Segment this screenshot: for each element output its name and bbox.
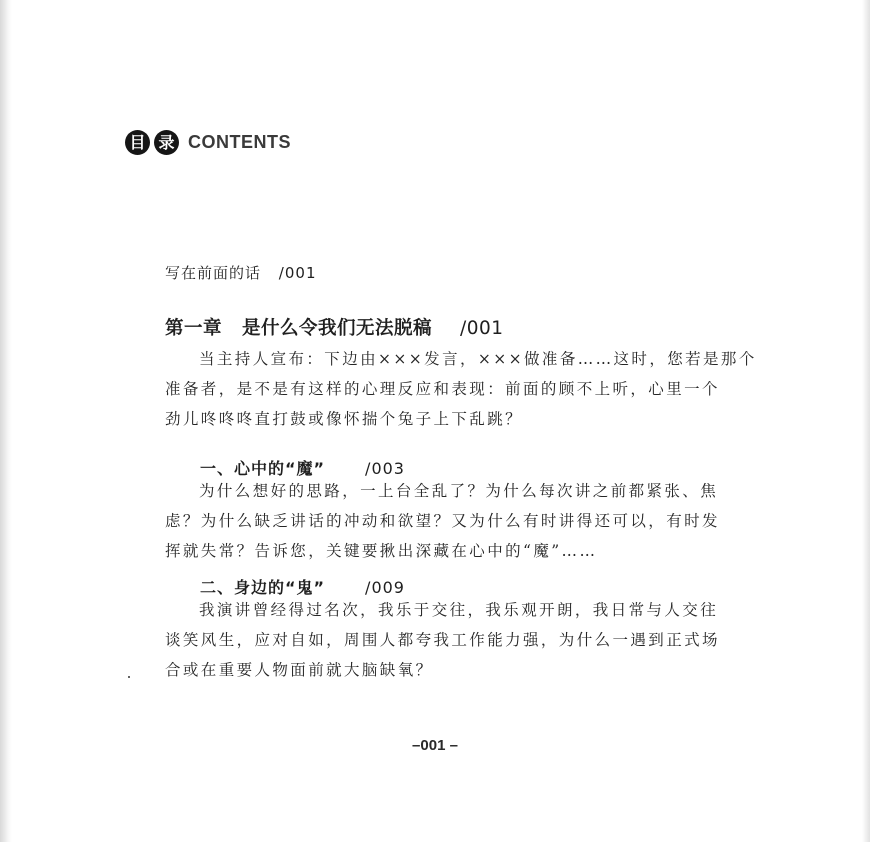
mu-circle-badge: 目 (125, 130, 150, 155)
summary-line: 准备者，是不是有这样的心理反应和表现：前面的顾不上听，心里一个 (165, 380, 720, 398)
scan-speck (128, 676, 130, 678)
summary-line: 谈笑风生，应对自如，周围人都夸我工作能力强，为什么一遇到正式场 (165, 631, 720, 649)
chapter-title: 是什么令我们无法脱稿 (242, 318, 433, 339)
summary-line: 劲儿咚咚咚直打鼓或像怀揣个兔子上下乱跳？ (165, 410, 524, 428)
chapter-label: 第一章 (165, 318, 223, 339)
scan-shadow-right (862, 0, 870, 842)
toc-header (125, 130, 291, 155)
lu-circle-badge: 录 (154, 130, 179, 155)
chapter-page: /001 (460, 318, 504, 339)
summary-line: 为什么想好的思路，一上台全乱了？为什么每次讲之前都紧张、焦 (199, 482, 719, 500)
summary-line: 虑？为什么缺乏讲话的冲动和欲望？又为什么有时讲得还可以，有时发 (165, 512, 720, 530)
section-title: 二、身边的“鬼” (200, 578, 326, 597)
section-1-summary (165, 476, 830, 566)
section-2-summary (165, 595, 830, 685)
page-number: –001 – (412, 737, 458, 754)
section-title: 一、心中的“魔” (200, 459, 326, 478)
preface-page: /001 (278, 264, 317, 282)
toc-entry-preface (165, 262, 316, 283)
toc-entry-chapter-1 (165, 314, 504, 340)
summary-line: 当主持人宣布：下边由×××发言，×××做准备……这时，您若是那个 (199, 350, 757, 368)
contents-label: CONTENTS (188, 132, 291, 152)
scan-shadow-left (0, 0, 12, 842)
section-page: /003 (365, 459, 405, 478)
chapter-1-summary (165, 344, 830, 434)
summary-line: 挥就失常？告诉您，关键要揪出深藏在心中的“魔”…… (165, 542, 598, 560)
preface-title: 写在前面的话 (165, 264, 262, 282)
summary-line: 我演讲曾经得过名次，我乐于交往，我乐观开朗，我日常与人交往 (199, 601, 719, 619)
summary-line: 合或在重要人物面前就大脑缺氧？ (165, 661, 434, 679)
section-page: /009 (365, 578, 405, 597)
